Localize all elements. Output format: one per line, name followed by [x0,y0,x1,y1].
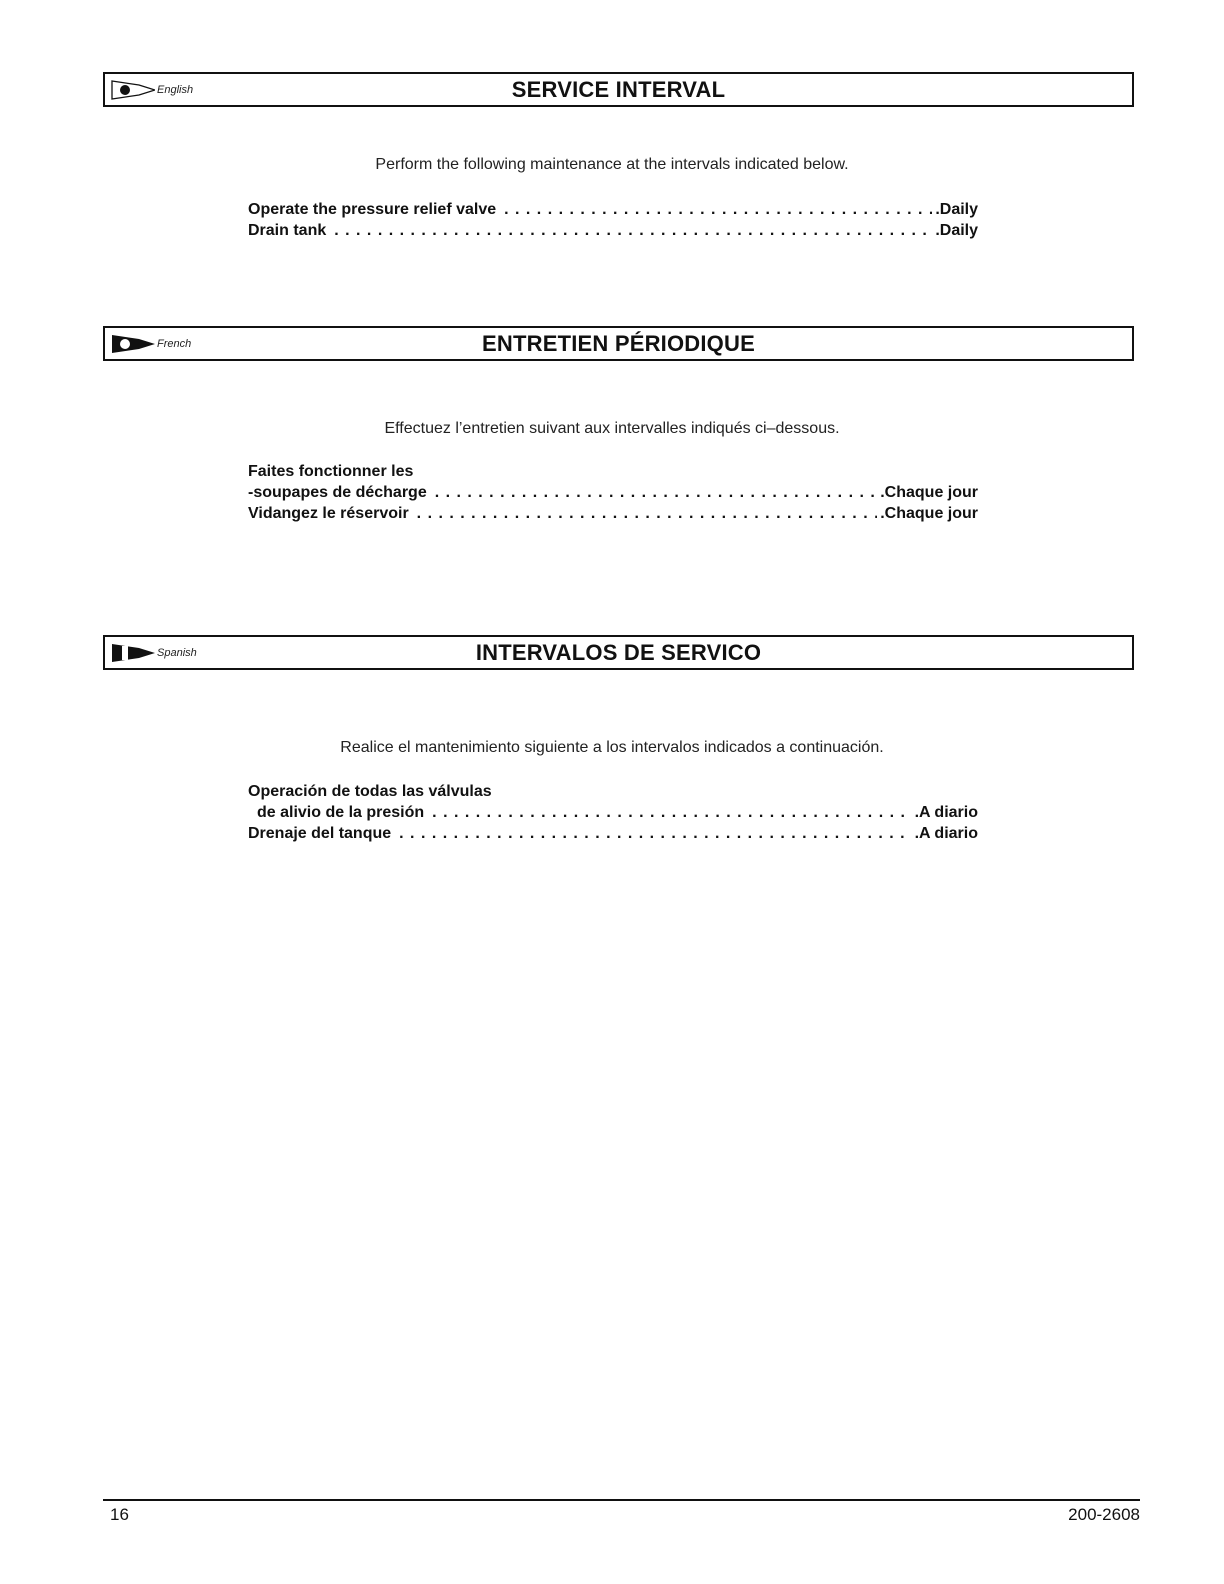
task-label: Drain tank [248,222,327,239]
document-number: 200-2608 [1068,1505,1140,1524]
footer-divider [103,1499,1140,1501]
task-label: Vidangez le réservoir [248,505,409,522]
task-interval: .A diario [914,804,978,821]
dot-leader [334,220,932,241]
task-interval: .Chaque jour [880,505,978,522]
language-label: Spanish [157,647,197,659]
task-row [248,482,978,503]
task-interval: .Chaque jour [880,484,978,501]
task-interval: .A diario [914,825,978,842]
dot-leader [432,802,911,823]
language-label: French [157,338,192,350]
section-intro: Perform the following maintenance at the intervals indicated below. [375,156,849,173]
section-header-spanish [103,635,1134,670]
section-title: ENTRETIEN PÉRIODIQUE [482,331,755,356]
task-heading: Faites fonctionner les [248,463,414,480]
section-intro: Effectuez l’entretien suivant aux intervalles indiqués ci–dessous. [384,420,840,437]
task-list-spanish [248,781,978,844]
task-list-french [248,461,978,524]
section-title: SERVICE INTERVAL [511,77,726,102]
section-intro: Realice el mantenimiento siguiente a los intervalos indicados a continuación. [340,739,884,756]
task-list-english [248,199,978,241]
task-row [248,802,978,823]
page-number: 16 [110,1505,129,1524]
task-label: Drenaje del tanque [248,825,392,842]
task-row [248,199,978,220]
task-label: Operate the pressure relief valve [248,201,497,218]
task-interval: .Daily [935,201,978,218]
task-row [248,220,978,241]
task-label: -soupapes de décharge [248,484,427,501]
section-header-french [103,326,1134,361]
dot-leader [399,823,911,844]
dot-leader [417,503,878,524]
task-row [248,503,978,524]
task-row [248,823,978,844]
section-header-english [103,72,1134,107]
dot-leader [435,482,878,503]
dot-leader [504,199,932,220]
section-title: INTERVALOS DE SERVICO [475,640,762,665]
task-heading: Operación de todas las válvulas [248,783,492,800]
language-label: English [157,84,194,96]
task-label: de alivio de la presión [257,804,425,821]
task-interval: .Daily [935,222,978,239]
